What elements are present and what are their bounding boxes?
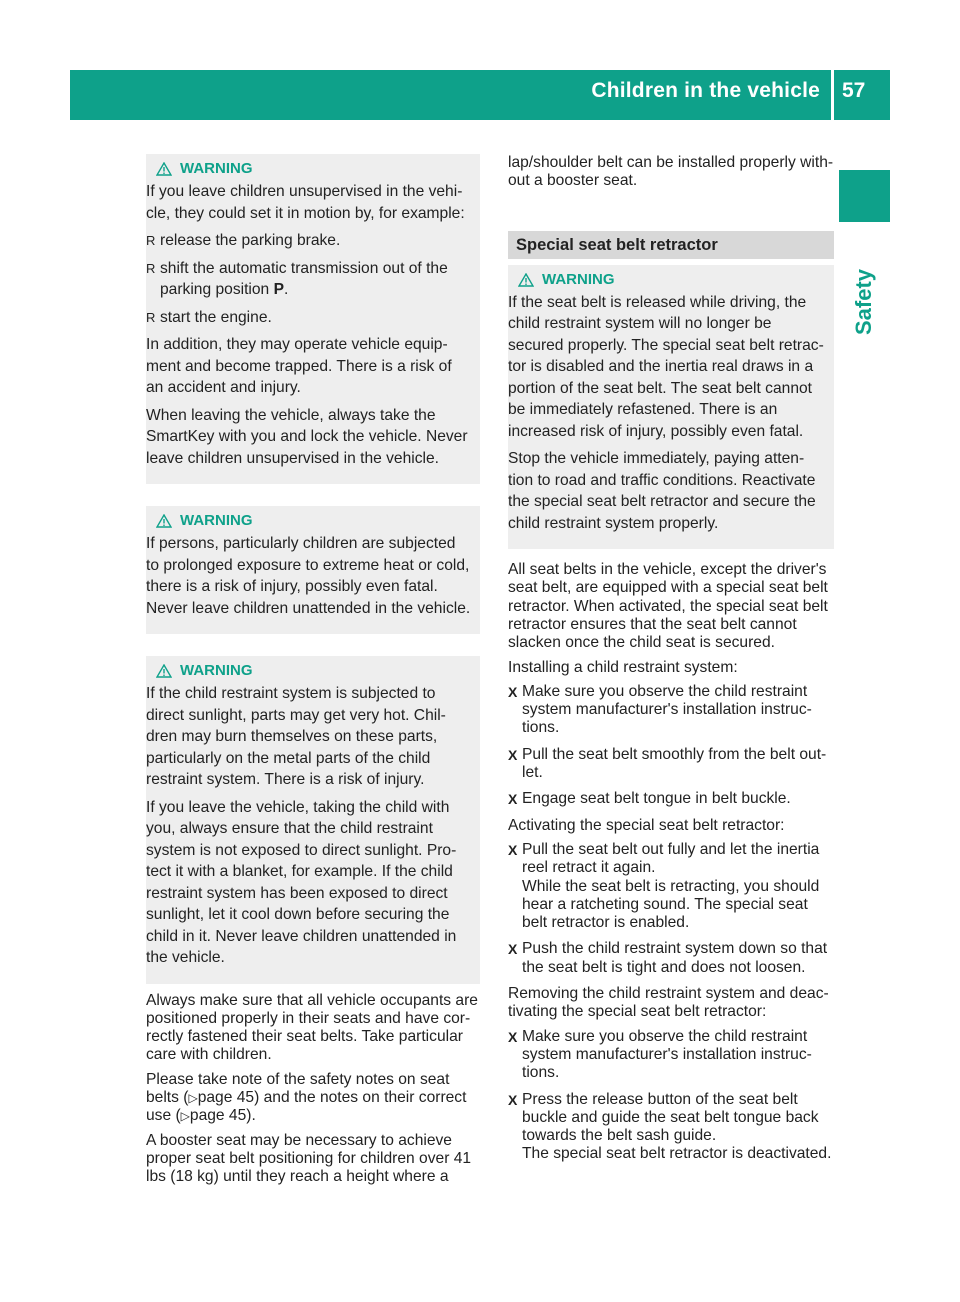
warning-heading-text: WARNING [180, 662, 253, 679]
step-x-icon: X [508, 683, 518, 700]
bullet-r-icon: R [146, 233, 156, 248]
list-item: X Make sure you observe the child restraint system manufacturer's installation instruc-tions. [508, 682, 812, 737]
warning-heading [146, 659, 472, 683]
body-paragraph: All seat belts in the vehicle, except the driver's seat belt, are equipped with a special seat belt retractor. When activated, the special seat belt retractor ensures that the seat belt cannot slacken once the child seat is secured. [508, 561, 828, 652]
warning-paragraph: If persons, particularly children are subjected to prolonged exposure to extreme heat or cold, there is a risk of injury, possibly even fatal. Never leave children unattended in the vehicle. [146, 535, 471, 617]
activate-steps [508, 841, 834, 977]
warning-bullet-list [146, 230, 472, 328]
warning-heading-text: WARNING [180, 160, 253, 177]
warning-triangle-icon [156, 664, 172, 678]
list-item: R shift the automatic transmission out of the parking position P. [146, 259, 448, 298]
page-ref-triangle-icon: ▷ [180, 1109, 190, 1124]
bullet-r-icon: R [146, 309, 156, 325]
warning-box-retractor [508, 265, 834, 550]
warning-heading [508, 268, 826, 292]
side-tab-marker [839, 170, 890, 222]
body-paragraph-references: Please take note of the safety notes on seat belts (▷page 45) and the notes on their correct use (▷page 45). [146, 1070, 467, 1125]
list-item: X Engage seat belt tongue in belt buckle. [508, 790, 791, 808]
warning-intro: If you leave children unsupervised in the vehi-cle, they could set it in motion by, for example: [146, 183, 465, 222]
step-x-icon: X [508, 941, 518, 958]
body-paragraph: A booster seat may be necessary to achieve proper seat belt positioning for children over 41 lbs (18 kg) until they reach a height where a [146, 1131, 472, 1186]
warning-paragraph: If the child restraint system is subjected to direct sunlight, parts may get very hot. Chil-dren may burn themselves on these parts, particularly on the metal parts of the child restraint system. There is a risk of injury. [146, 685, 446, 788]
warning-box-unsupervised [146, 154, 480, 484]
step-x-icon: X [508, 841, 518, 858]
list-item: X Make sure you observe the child restraint system manufacturer's installation instruc-tions. [508, 1027, 812, 1082]
side-section-label: Safety [851, 268, 876, 336]
header-title: Children in the vehicle [591, 79, 820, 102]
remove-title: Removing the child restraint system and deac-tivating the special seat belt retractor: [508, 985, 829, 1021]
warning-heading-text: WARNING [542, 270, 615, 288]
warning-box-heat [146, 506, 480, 634]
warning-paragraph: If the seat belt is released while driving, the child restraint system will no longer be secured properly. The special seat belt retrac-tor is disabled and the inertia real draws in a portion of the seat belt. The seat belt cannot be immediately refastened. There is an increased risk of injury, possibly even fatal. [508, 293, 824, 440]
warning-triangle-icon [156, 514, 172, 528]
warning-heading [146, 157, 472, 181]
warning-box-sunlight [146, 656, 480, 984]
header-separator [831, 70, 834, 120]
continued-paragraph: lap/shoulder belt can be installed properly with-out a booster seat. [508, 154, 834, 190]
page-ref-link[interactable]: page 45) and the notes on their correct use ( [146, 1088, 467, 1125]
warning-paragraph: If you leave the vehicle, taking the child with you, always ensure that the child restraint system is not exposed to direct sunlight. Pro-tect it with a blanket, for example. If the child restraint system has been exposed to direct sunlight, let it cool down before securing the child in it. Never leave children unattended in the vehicle. [146, 798, 457, 966]
bullet-r-icon: R [146, 260, 156, 276]
section-title: Special seat belt retractor [508, 231, 834, 259]
install-steps [508, 683, 834, 809]
step-x-icon: X [508, 791, 518, 808]
right-column [508, 154, 834, 1172]
gear-position-p: P [273, 281, 284, 298]
list-item: X Pull the seat belt smoothly from the belt out-let. [508, 745, 827, 782]
page-ref-triangle-icon: ▷ [188, 1090, 198, 1105]
body-paragraph: Always make sure that all vehicle occupants are positioned properly in their seats and have cor-rectly fastened their seat belts. Take particular care with children. [146, 991, 478, 1064]
warning-paragraph: When leaving the vehicle, always take the SmartKey with you and lock the vehicle. Never leave children unsupervised in the vehicle. [146, 406, 468, 467]
page-number: 57 [842, 79, 866, 102]
warning-heading-text: WARNING [180, 512, 253, 529]
warning-heading [146, 509, 472, 533]
step-x-icon: X [508, 746, 518, 763]
list-item: R release the parking brake. [146, 230, 472, 252]
activate-title: Activating the special seat belt retractor: [508, 816, 785, 834]
warning-triangle-icon [518, 273, 534, 287]
list-item: X Push the child restraint system down so that the seat belt is tight and does not loosen. [508, 940, 828, 976]
step-x-icon: X [508, 1028, 518, 1045]
list-item: X Press the release button of the seat belt buckle and guide the seat belt tongue back towards the belt sash guide. The special seat belt retractor is deactivated. [508, 1090, 832, 1163]
warning-paragraph: Stop the vehicle immediately, paying atten-tion to road and traffic conditions. Reactivate the special seat belt retractor and secure the child restraint system properly. [508, 450, 816, 532]
warning-triangle-icon [156, 162, 172, 176]
step-x-icon: X [508, 1091, 518, 1108]
remove-steps [508, 1028, 834, 1164]
install-title: Installing a child restraint system: [508, 658, 738, 676]
header-bar [70, 70, 890, 120]
list-item: X Pull the seat belt out fully and let the inertia reel retract it again. While the seat belt is retracting, you should hear a ratcheting sound. The special seat belt retractor is enabled. [508, 840, 820, 932]
warning-paragraph: In addition, they may operate vehicle equip-ment and become trapped. There is a risk of an accident and injury. [146, 336, 452, 396]
left-column [146, 154, 480, 1192]
list-item: R start the engine. [146, 307, 472, 329]
page-ref-link[interactable]: page 45). [189, 1107, 256, 1125]
